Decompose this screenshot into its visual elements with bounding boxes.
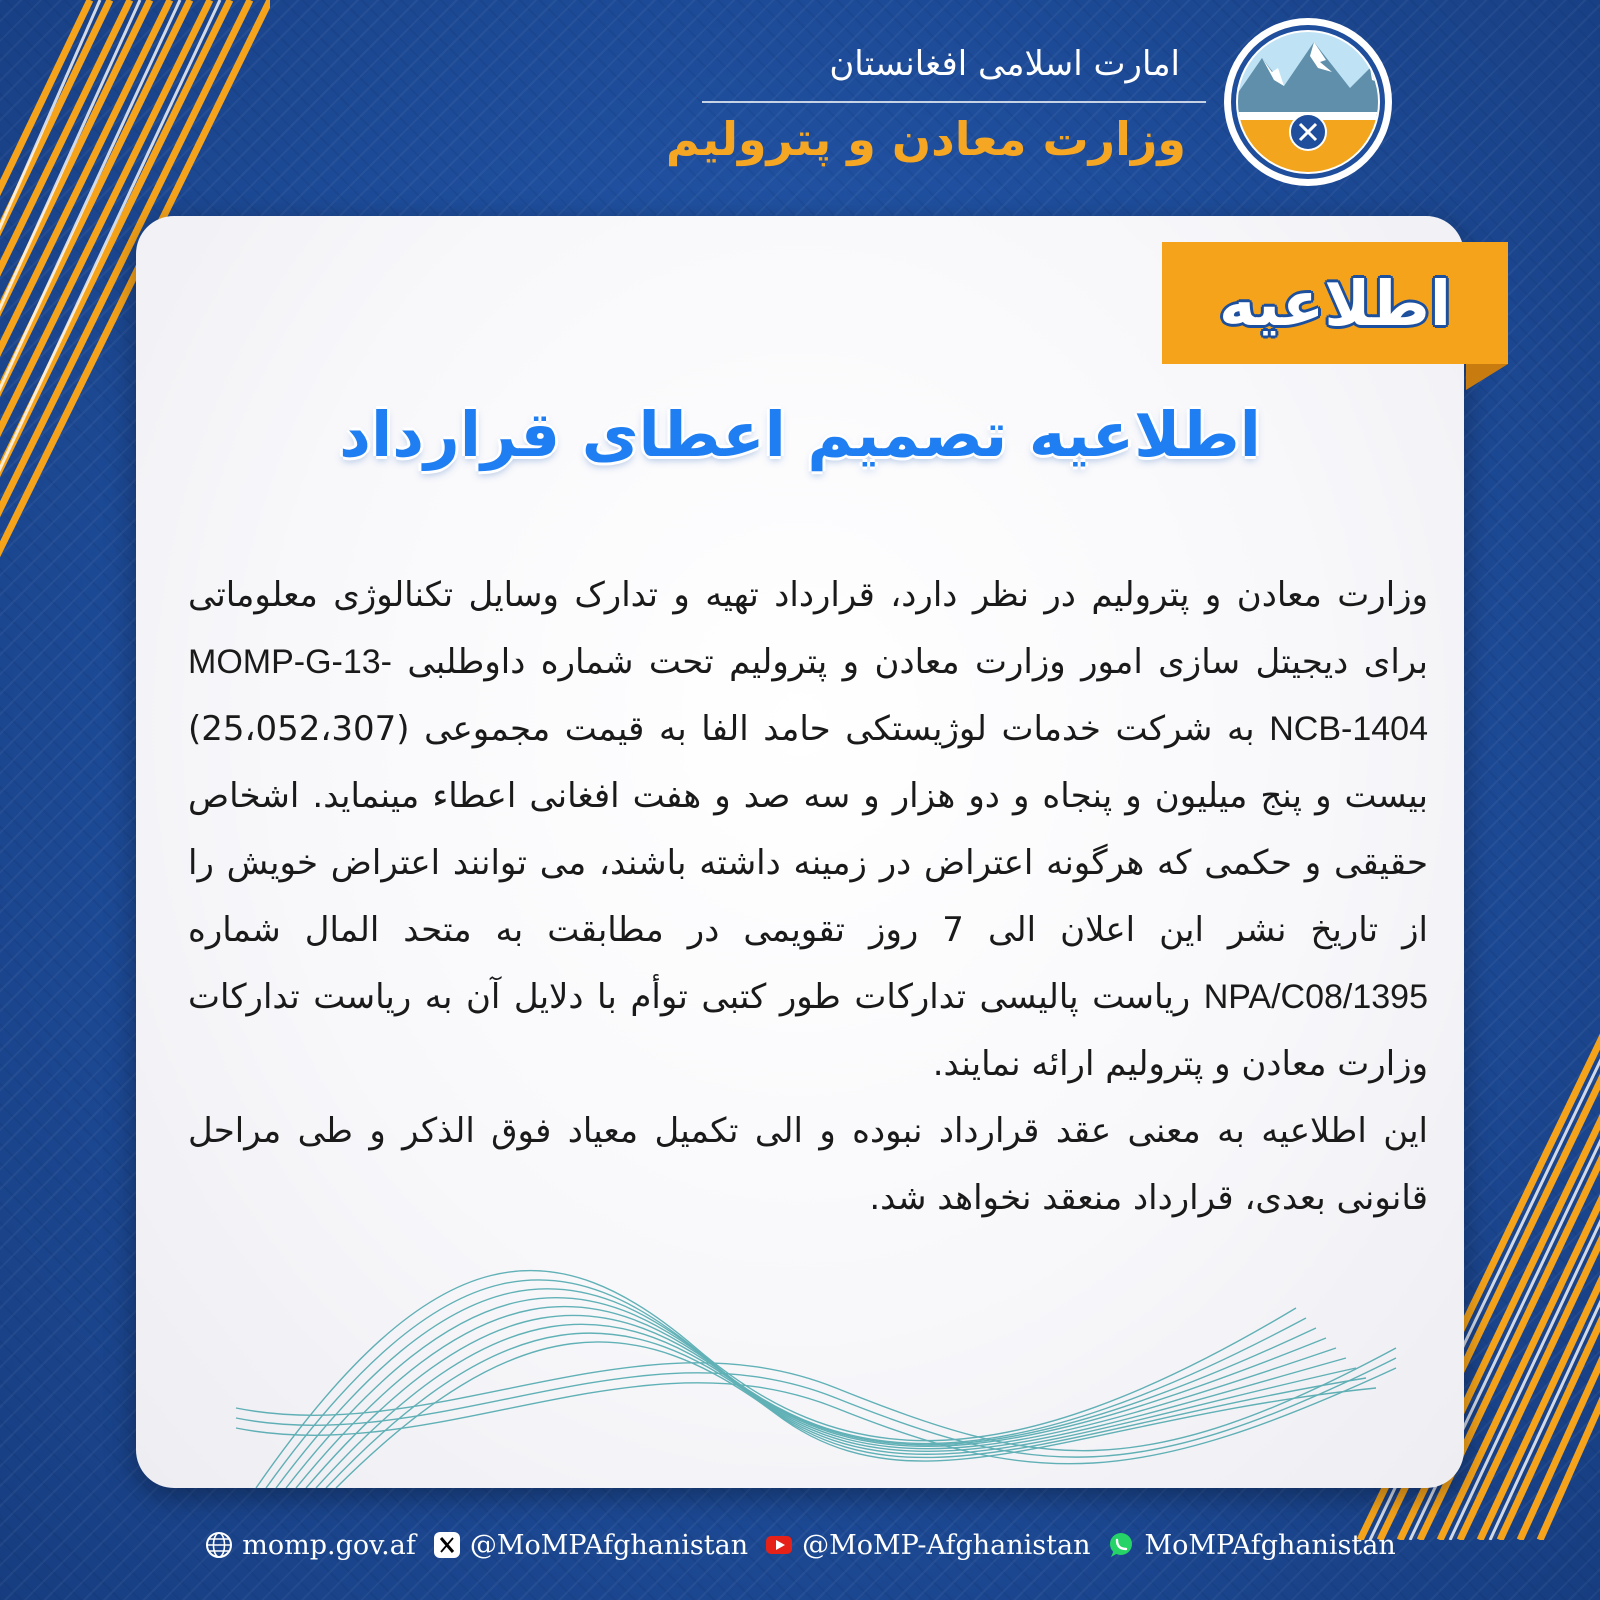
- badge-label: اطلاعیه: [1219, 266, 1451, 340]
- contract-amount: 25،052،307: [201, 709, 397, 749]
- youtube-handle-text: @MoMP-Afghanistan: [802, 1529, 1091, 1561]
- p1-part-d: ریاست پالیسی تدارکات طور کتبی توأم با دلایل آن به ریاست تدارکات وزارت معادن و پترولیم ارائه نمایند.: [188, 977, 1428, 1084]
- notice-title: اطلاعیه تصمیم اعطای قرارداد: [339, 398, 1261, 471]
- footer-website[interactable]: [204, 1530, 416, 1561]
- country-name: امارت اسلامی افغانستان: [829, 44, 1180, 84]
- x-handle-text: @MoMPAfghanistan: [469, 1529, 749, 1561]
- p1-part-c: ) بیست و پنج میلیون و پنجاه و دو هزار و سه صد و هفت افغانی اعطاء مینماید. اشخاص حقیقی و حکمی که هرگونه اعتراض در زمینه داشته باشند، می توانند اعتراض خویش را از تاریخ نشر این اعلان الی 7 روز تقویمی در مطابقت به متحد المال شماره: [188, 709, 1428, 950]
- p1-part-b: به شرکت خدمات لوژیستکی حامد الفا به قیمت مجموعی (: [396, 709, 1270, 749]
- whatsapp-handle-text: MoMPAfghanistan: [1144, 1529, 1396, 1561]
- footer: [0, 1510, 1600, 1580]
- header: [0, 0, 1600, 210]
- x-icon: [432, 1530, 462, 1560]
- circular-number: NPA/C08/1395: [1203, 978, 1428, 1016]
- website-text: momp.gov.af: [242, 1529, 416, 1561]
- paragraph-1: [188, 562, 1428, 1098]
- decorative-waves: [136, 1188, 1464, 1488]
- notice-badge: [1162, 242, 1508, 364]
- mountain-logo: [1222, 16, 1394, 188]
- reference-number: MOMP-G-13-NCB-1404: [188, 643, 1428, 748]
- ministry-name: وزارت معادن و پترولیم: [665, 112, 1186, 166]
- footer-youtube[interactable]: [764, 1530, 1090, 1561]
- footer-whatsapp[interactable]: [1106, 1530, 1395, 1561]
- footer-x[interactable]: [432, 1530, 748, 1561]
- notice-body: [188, 562, 1428, 1232]
- globe-icon: [204, 1530, 234, 1560]
- badge-fold: [1466, 364, 1508, 390]
- whatsapp-icon: [1106, 1530, 1136, 1560]
- youtube-icon: [764, 1530, 794, 1560]
- paragraph-2: این اطلاعیه به معنی عقد قرارداد نبوده و الی تکمیل معیاد فوق الذکر و طی مراحل قانونی بعدی، قرارداد منعقد نخواهد شد.: [188, 1111, 1428, 1218]
- header-divider: [702, 101, 1206, 103]
- p1-part-a: وزارت معادن و پترولیم در نظر دارد، قرارداد تهیه و تدارک وسایل تکنالوژی معلوماتی برای دیجیتل سازی امور وزارت معادن و پترولیم تحت شماره داوطلبی: [188, 575, 1428, 682]
